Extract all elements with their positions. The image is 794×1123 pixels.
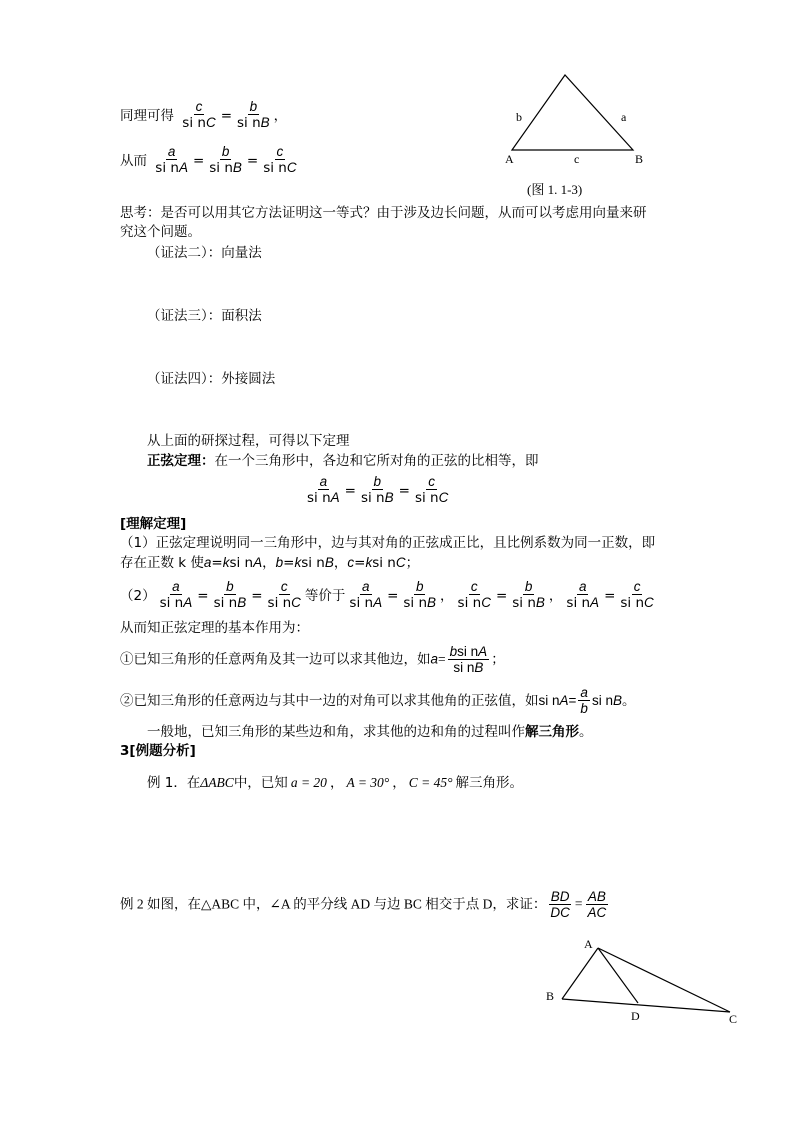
vertex-A-label: A: [505, 152, 514, 166]
vertex-C-label: C: [729, 1012, 738, 1026]
example-1: 例 1．在ΔABC中，已知 a = 20 ， A = 30° ， C = 45° 解三角形。: [147, 775, 523, 791]
usage-item-2: ②已知三角形的任意两边与其中一边的对角可以求其他角的正弦值，如si nA= $\frac{a}{b}$ si nB。: [120, 685, 636, 717]
side-b-label: b: [516, 110, 522, 124]
vertex-B-label: B: [546, 989, 555, 1003]
point-D-label: D: [631, 1009, 640, 1023]
examples-heading: 3[例题分析]: [120, 743, 196, 759]
understand-p1-line1: （1）正弦定理说明同一三角形中，边与其对角的正弦成正比，且比例系数为同一正数，即: [120, 535, 656, 551]
understand-p1-line2: 存在正数 k 使a=ksi nA，b=ksi nB，c=ksi nC；: [120, 555, 420, 571]
figure-1-caption: (图 1. 1-3): [527, 182, 583, 197]
vertex-A-label: A: [584, 937, 593, 951]
triangle-figure-1: [495, 70, 665, 205]
general-statement: 一般地，已知三角形的某些边和角，求其他的边和角的过程叫作解三角形。: [147, 724, 593, 740]
side-a-label: a: [621, 110, 627, 124]
understand-p3: 从而知正弦定理的基本作用为：: [120, 620, 309, 636]
proof-line-1: 同理可得 $\frac{c}{\text{si nC}}$ = $\frac{b}{\text{si nB}}$ ，: [120, 99, 288, 132]
method-area: （证法三）：面积法: [147, 308, 262, 324]
proof-line-2: 从而 $\frac{a}{\text{si nA}}$ = $\frac{b}{\text{si nB}}$ = $\frac{c}{\text{si nC}}$: [120, 144, 297, 177]
theorem-name: 正弦定理：: [147, 453, 215, 469]
proof-line-2-text: 从而: [120, 152, 147, 169]
proof-line-1-text: 同理可得: [120, 107, 174, 124]
example-2: 例 2 如图，在△ABC 中，∠A 的平分线 AD 与边 BC 相交于点 D，求证： $\frac{BD}{DC}$ = $\frac{AB}{AC}$: [120, 889, 607, 921]
usage-item-1: ①已知三角形的任意两角及其一边可以求其他边，如a= bsi nA si nB ；: [120, 644, 505, 676]
fraction-c-over-sinC: $\frac{c}{\text{si nC}}$: [182, 99, 216, 132]
understand-heading: [理解定理]: [120, 516, 187, 532]
method-circumcircle: （证法四）：外接圆法: [147, 371, 276, 387]
understand-p2: （2） $\frac{a}{\text{si nA}}$ = $\frac{b}{\text{si nB}}$ = $\frac{c}{\text{si nC}}$ 等价于 $\frac{a}{\text{si nA}}$ = $\frac{b}{\text{si nB}}$ ， $\frac{c}{\text{si nC}}$ = $\frac{b}{\text{si nB}}$ ， $\frac{a}{\text{si nA}}$ = $\frac{c}{\text{si nC}}$: [120, 579, 654, 612]
side-c-label: c: [574, 152, 580, 166]
vertex-B-label: B: [635, 152, 644, 166]
think-line-2: 究这个问题。: [120, 224, 201, 240]
fraction-b-over-sinB: $\frac{b}{\text{si nB}}$: [237, 99, 270, 132]
theorem-intro: 从上面的研探过程，可得以下定理: [147, 433, 350, 449]
theorem-statement: [147, 453, 539, 469]
triangle-figure-2: [540, 932, 745, 1027]
method-vector: （证法二）：向量法: [147, 245, 262, 261]
theorem-text: 在一个三角形中，各边和它所对角的正弦的比相等，即: [214, 453, 539, 469]
theorem-formula: $\frac{a}{\text{si nA}}$ = $\frac{b}{\text{si nB}}$ = $\frac{c}{\text{si nC}}$: [307, 474, 449, 507]
think-line-1: 思考：是否可以用其它方法证明这一等式？由于涉及边长问题，从而可以考虑用向量来研: [120, 205, 647, 221]
